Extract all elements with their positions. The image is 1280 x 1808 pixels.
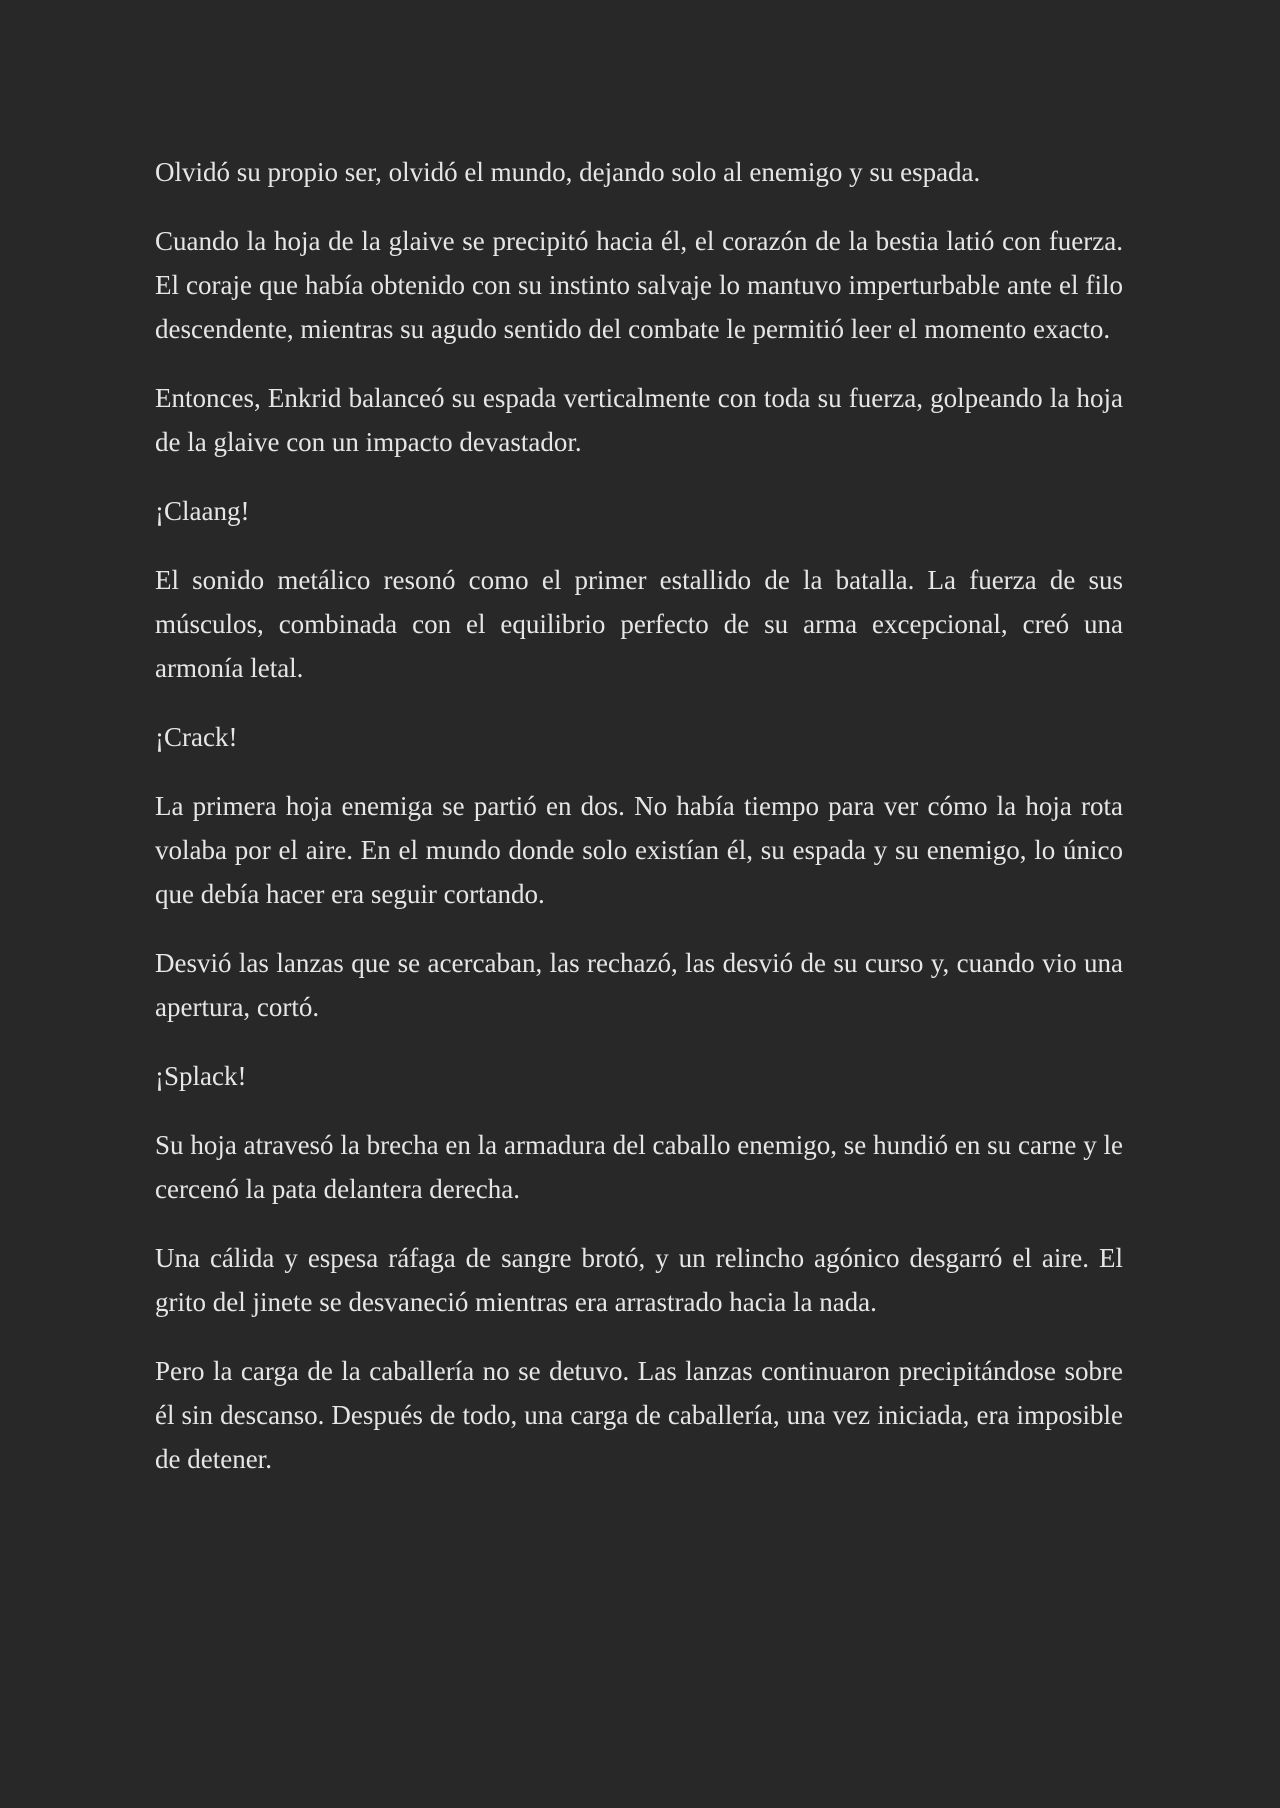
paragraph: Olvidó su propio ser, olvidó el mundo, dejando solo al enemigo y su espada. bbox=[155, 157, 981, 187]
paragraph: Entonces, Enkrid balanceó su espada verticalmente con toda su fuerza, golpeando la hoja de la glaive con un impacto devastador. bbox=[155, 383, 1123, 457]
paragraph: Desvió las lanzas que se acercaban, las rechazó, las desvió de su curso y, cuando vio una apertura, cortó. bbox=[155, 948, 1123, 1022]
sound-effect: ¡Splack! bbox=[155, 1061, 247, 1091]
chapter-text bbox=[155, 150, 1123, 1506]
paragraph: Una cálida y espesa ráfaga de sangre brotó, y un relincho agónico desgarró el aire. El grito del jinete se desvaneció mientras era arrastrado hacia la nada. bbox=[155, 1243, 1123, 1317]
paragraph: Cuando la hoja de la glaive se precipitó hacia él, el corazón de la bestia latió con fuerza. El coraje que había obtenido con su instinto salvaje lo mantuvo imperturbable ante el filo descendente, mientras su agudo sentido del combate le permitió leer el momento exacto. bbox=[155, 226, 1123, 344]
paragraph: El sonido metálico resonó como el primer estallido de la batalla. La fuerza de sus músculos, combinada con el equilibrio perfecto de su arma excepcional, creó una armonía letal. bbox=[155, 565, 1123, 683]
paragraph: Su hoja atravesó la brecha en la armadura del caballo enemigo, se hundió en su carne y le cercenó la pata delantera derecha. bbox=[155, 1130, 1123, 1204]
sound-effect: ¡Claang! bbox=[155, 496, 250, 526]
paragraph: Pero la carga de la caballería no se detuvo. Las lanzas continuaron precipitándose sobre él sin descanso. Después de todo, una carga de caballería, una vez iniciada, era imposible de detener. bbox=[155, 1356, 1123, 1474]
paragraph: La primera hoja enemiga se partió en dos. No había tiempo para ver cómo la hoja rota volaba por el aire. En el mundo donde solo existían él, su espada y su enemigo, lo único que debía hacer era seguir cortando. bbox=[155, 791, 1123, 909]
sound-effect: ¡Crack! bbox=[155, 722, 238, 752]
